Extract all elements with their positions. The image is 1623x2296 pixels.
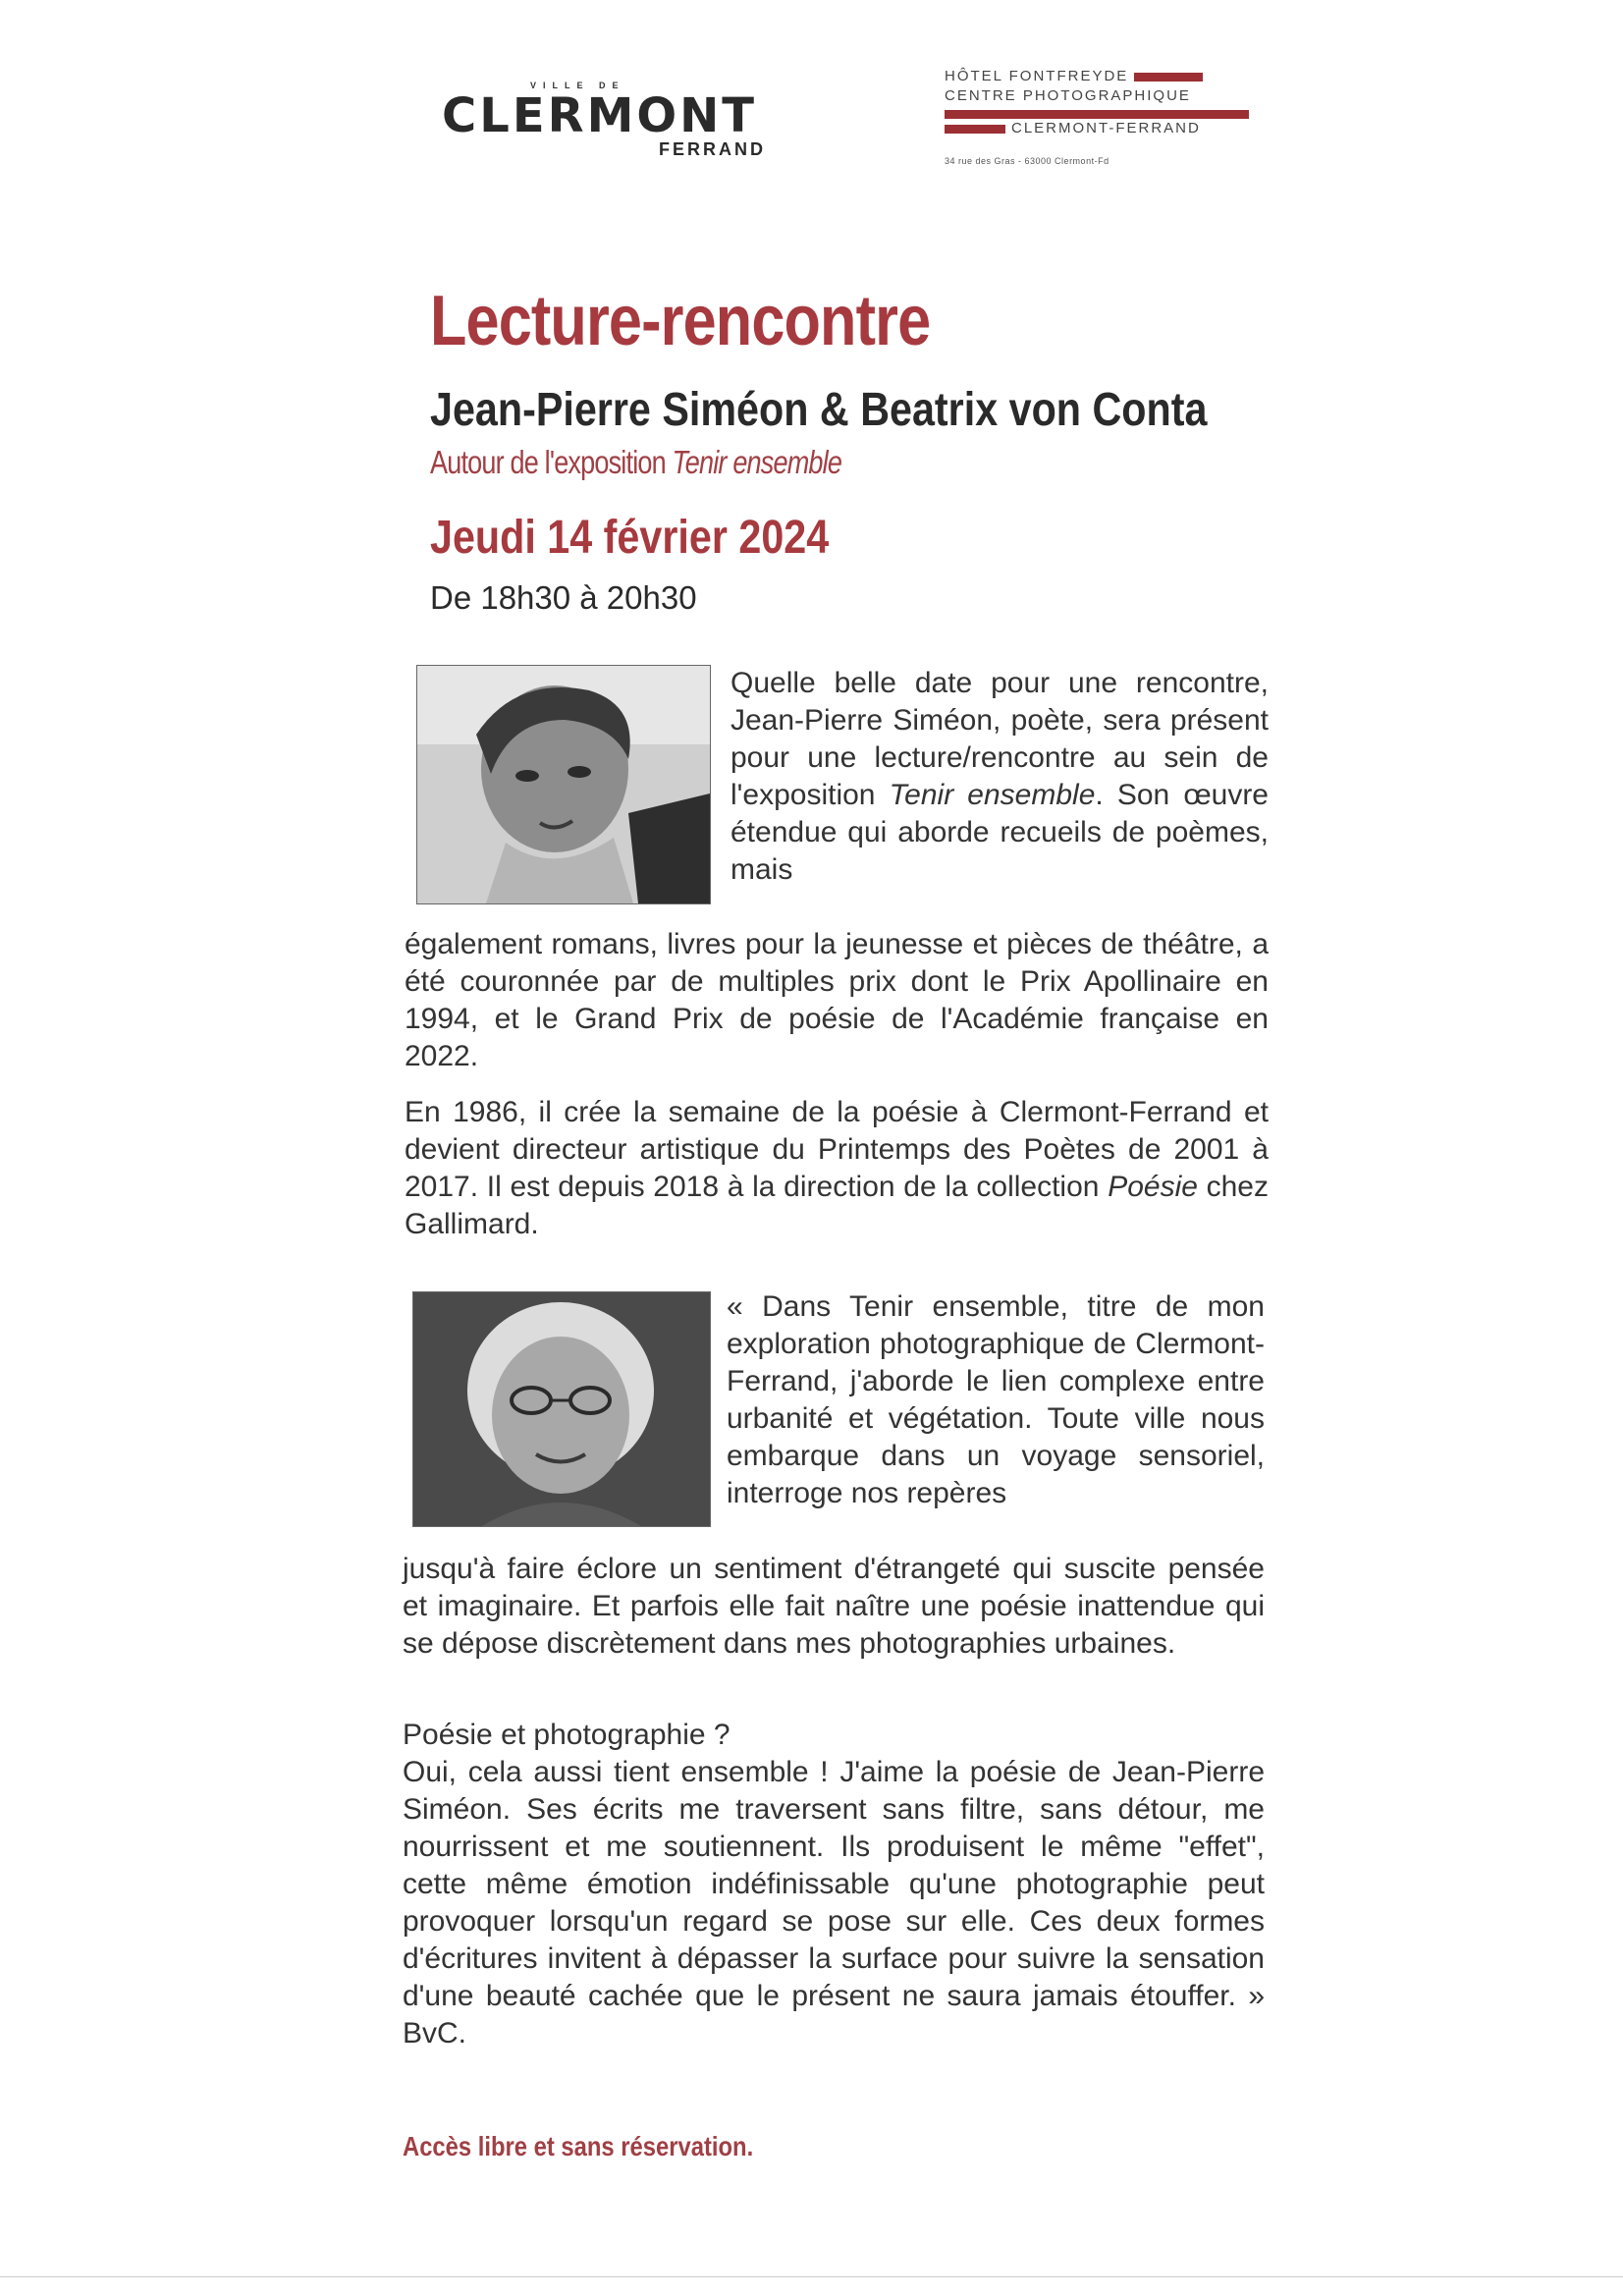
event-time: De 18h30 à 20h30	[430, 579, 697, 616]
bio-paragraph-top: Quelle belle date pour une rencontre, Jean-Pierre Siméon, poète, sera présent pour une lecture/rencontre au sein de l'exposition Tenir ensemble. Son œuvre étendue qui aborde recueils de poèmes, mais	[730, 667, 1269, 886]
bio-paragraph-bottom: également romans, livres pour la jeunesse et pièces de théâtre, a été couronnée par de multiples prix dont le Prix Apollinaire en 1994, et le Grand Prix de poésie de l'Académie française en 2022.	[405, 928, 1269, 1072]
career-paragraph: En 1986, il crée la semaine de la poésie à Clermont-Ferrand et devient directeur artistique du Printemps des Poètes de 2001 à 2017. Il est depuis 2018 à la direction de la collection Poésie chez Gallimard.	[405, 1096, 1269, 1240]
city-logo-small: VILLE DE	[530, 81, 625, 90]
event-exhibition	[430, 444, 841, 481]
venue-address: 34 rue des Gras - 63000 Clermont-Fd	[945, 156, 1109, 166]
question-line: Poésie et photographie ?	[403, 1719, 730, 1751]
portrait-simeon	[416, 665, 711, 904]
venue-bar-long-icon	[945, 110, 1249, 119]
quote-paragraph-bottom: jusqu'à faire éclore un sentiment d'étrangeté qui suscite pensée et imaginaire. Et parfois elle fait naître une poésie inattendue qui se dépose discrètement dans mes photographies urbaines.	[403, 1553, 1265, 1660]
event-names: Jean-Pierre Siméon & Beatrix von Conta	[430, 384, 1208, 436]
city-logo-sub: FERRAND	[659, 139, 766, 159]
venue-line3: CLERMONT-FERRAND	[1011, 120, 1201, 137]
portrait-man-icon	[417, 666, 710, 903]
exhibition-name: Tenir ensemble	[672, 444, 842, 480]
venue-logo	[945, 67, 1269, 166]
answer-paragraph: Oui, cela aussi tient ensemble ! J'aime la poésie de Jean-Pierre Siméon. Ses écrits me traversent sans filtre, sans détour, me nourrissent et me soutiennent. Ils produisent le même "effet", cette même émotion indéfinissable qu'une photographie peut provoquer lorsqu'un regard se pose sur elle. Ces deux formes d'écritures invitent à dépasser la surface pour suivre la sensation d'une beauté cachée que le présent ne saura jamais étouffer. » BvC.	[403, 1756, 1265, 2050]
bottom-divider	[0, 2276, 1623, 2277]
portrait-von-conta	[412, 1291, 711, 1527]
quote-paragraph-top: « Dans Tenir ensemble, titre de mon exploration photographique de Clermont-Ferrand, j'aborde le lien complexe entre urbanité et végétation. Toute ville nous embarque dans un voyage sensoriel, interroge nos repères	[727, 1290, 1265, 1509]
exhibition-prefix: Autour de l'exposition	[430, 444, 673, 480]
portrait-woman-icon	[413, 1292, 710, 1526]
venue-line2: CENTRE PHOTOGRAPHIQUE	[945, 87, 1191, 104]
city-logo-main: CLERMONT	[442, 88, 758, 143]
venue-bar-icon	[1134, 73, 1203, 82]
city-logo	[442, 81, 776, 157]
access-note: Accès libre et sans réservation.	[403, 2131, 754, 2161]
event-date: Jeudi 14 février 2024	[430, 512, 830, 564]
venue-bar-short-icon	[945, 125, 1005, 134]
venue-line1: HÔTEL FONTFREYDE	[945, 68, 1129, 84]
event-title: Lecture-rencontre	[430, 282, 931, 360]
